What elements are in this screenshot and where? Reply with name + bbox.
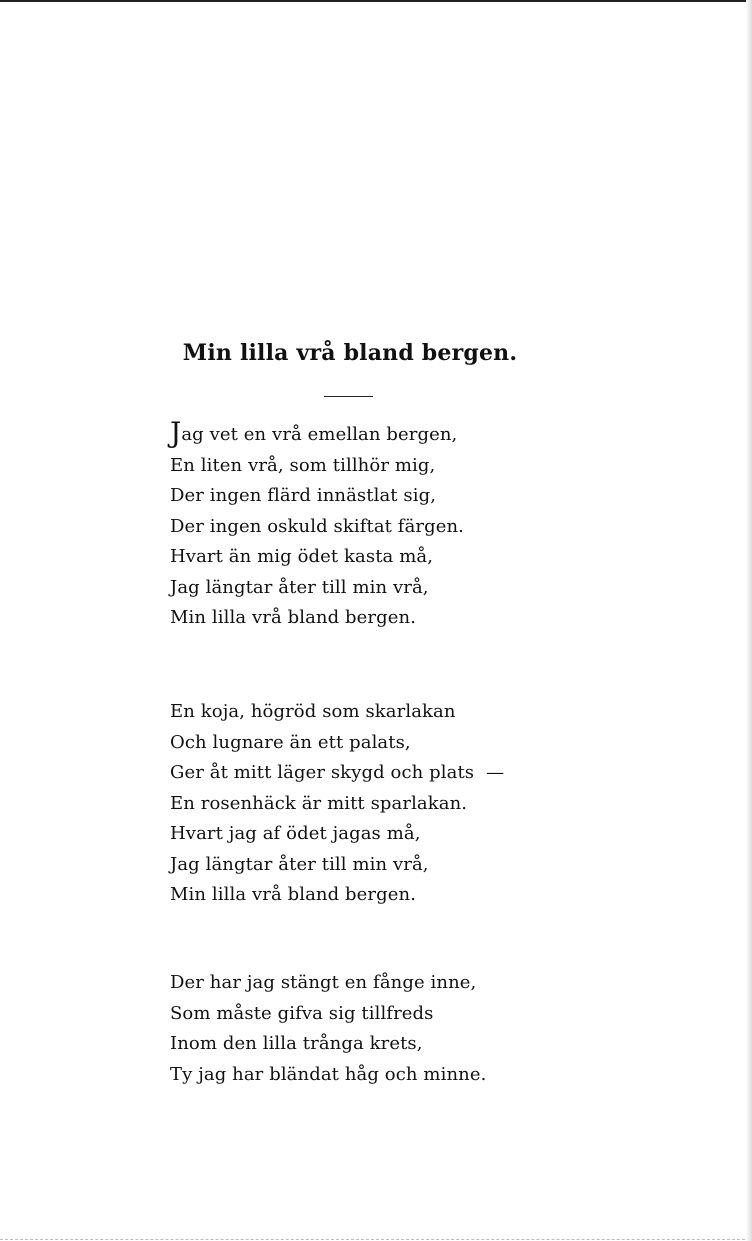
title-divider — [324, 396, 373, 397]
stanza-3 — [170, 968, 486, 1090]
stanza-1 — [170, 416, 464, 634]
page-edge-shadow — [746, 0, 752, 1241]
verse-line: En koja, högröd som skarlakan — [170, 701, 456, 722]
verse-line: Som måste gifva sig tillfreds — [170, 1002, 434, 1024]
verse-line: Och lugnare än ett palats, — [170, 731, 411, 753]
verse-line: Der ingen oskuld skiftat färgen. — [170, 515, 464, 537]
verse-line: Min lilla vrå bland bergen. — [170, 607, 417, 628]
verse-line: Inom den lilla trånga krets, — [170, 1033, 423, 1054]
verse-line: Jag längtar åter till min vrå, — [170, 853, 429, 875]
verse-line: Ty jag har bländat håg och minne. — [170, 1063, 487, 1085]
verse-line: En liten vrå, som tillhör mig, — [170, 454, 436, 476]
poem-title: Min lilla vrå bland bergen. — [182, 340, 518, 366]
verse-line: Jag längtar åter till min vrå, — [170, 576, 429, 598]
em-dash: — — [486, 762, 505, 783]
verse-line: En rosenhäck är mitt sparlakan. — [170, 792, 468, 814]
verse-line: Hvart jag af ödet jagas må, — [170, 823, 421, 844]
verse-line: Der har jag stängt en fånge inne, — [170, 972, 477, 993]
verse-line: Ger åt mitt läger skygd och plats — — [170, 758, 504, 789]
verse-line: Jag vet en vrå emellan bergen, — [170, 416, 458, 449]
drop-cap: J — [170, 416, 182, 449]
verse-line: Hvart än mig ödet kasta må, — [170, 546, 434, 567]
stanza-2 — [170, 697, 504, 911]
verse-line: Der ingen flärd innästlat sig, — [170, 485, 437, 506]
verse-line: Min lilla vrå bland bergen. — [170, 884, 417, 905]
